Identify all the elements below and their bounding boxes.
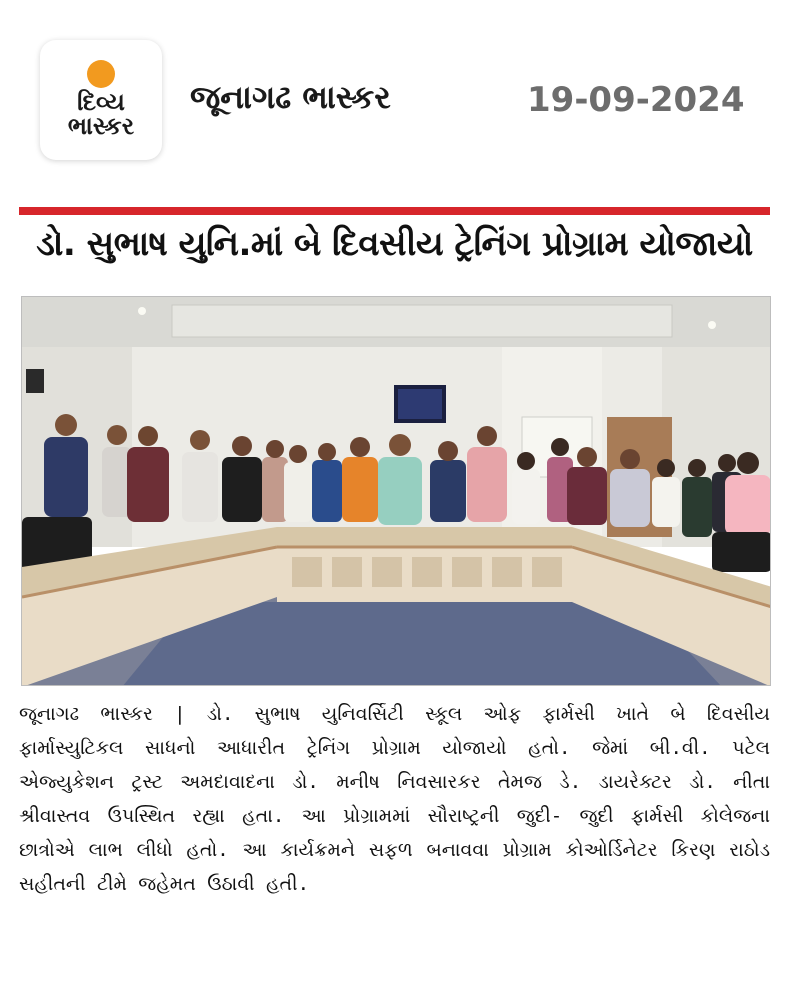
logo-text: દિવ્ય ભાસ્કર xyxy=(67,88,135,140)
sun-icon xyxy=(87,60,115,88)
photo-illustration xyxy=(22,297,771,686)
app-header xyxy=(0,0,789,200)
headline: ડો. સુભાષ યુનિ.માં બે દિવસીય ટ્રેનિંગ પ્રોગ્રામ યોજાયો xyxy=(36,224,753,264)
group-photo[interactable] xyxy=(21,296,771,686)
edition-date: 19-09-2024 xyxy=(527,80,745,120)
article-body: જૂનાગઢ ભાસ્કર | ડો. સુભાષ યુનિવર્સિટી સ્કૂલ ઓફ ફાર્મસી ખાતે બે દિવસીય ફાર્માસ્યુટિકલ સાધનો આધારીત ટ્રેનિંગ પ્રોગ્રામ યોજાયો હતો. જેમાં બી.વી. પટેલ એજ્યુકેશન ટ્રસ્ટ અમદાવાદના ડો. મનીષ નિવસારકર તેમજ ડે. ડાયરેક્ટર ડો. નીતા શ્રીવાસ્તવ ઉપસ્થિત રહ્યા હતા. આ પ્રોગ્રામમાં સૌરાષ્ટ્રની જુદી- જુદી ફાર્મસી કોલેજના છાત્રોએ લાભ લીધો હતો. આ કાર્યક્રમને સફળ બનાવવા પ્રોગ્રામ કોઓર્ડિનેટર કિરણ રાઠોડ સહીતની ટીમે જહેમત ઉઠાવી હતી. xyxy=(19,703,770,895)
news-clipping xyxy=(19,200,770,990)
red-rule xyxy=(19,207,770,215)
edition-title: જૂનાગઢ ભાસ્કર xyxy=(190,78,391,116)
divya-bhaskar-logo[interactable] xyxy=(40,40,162,160)
